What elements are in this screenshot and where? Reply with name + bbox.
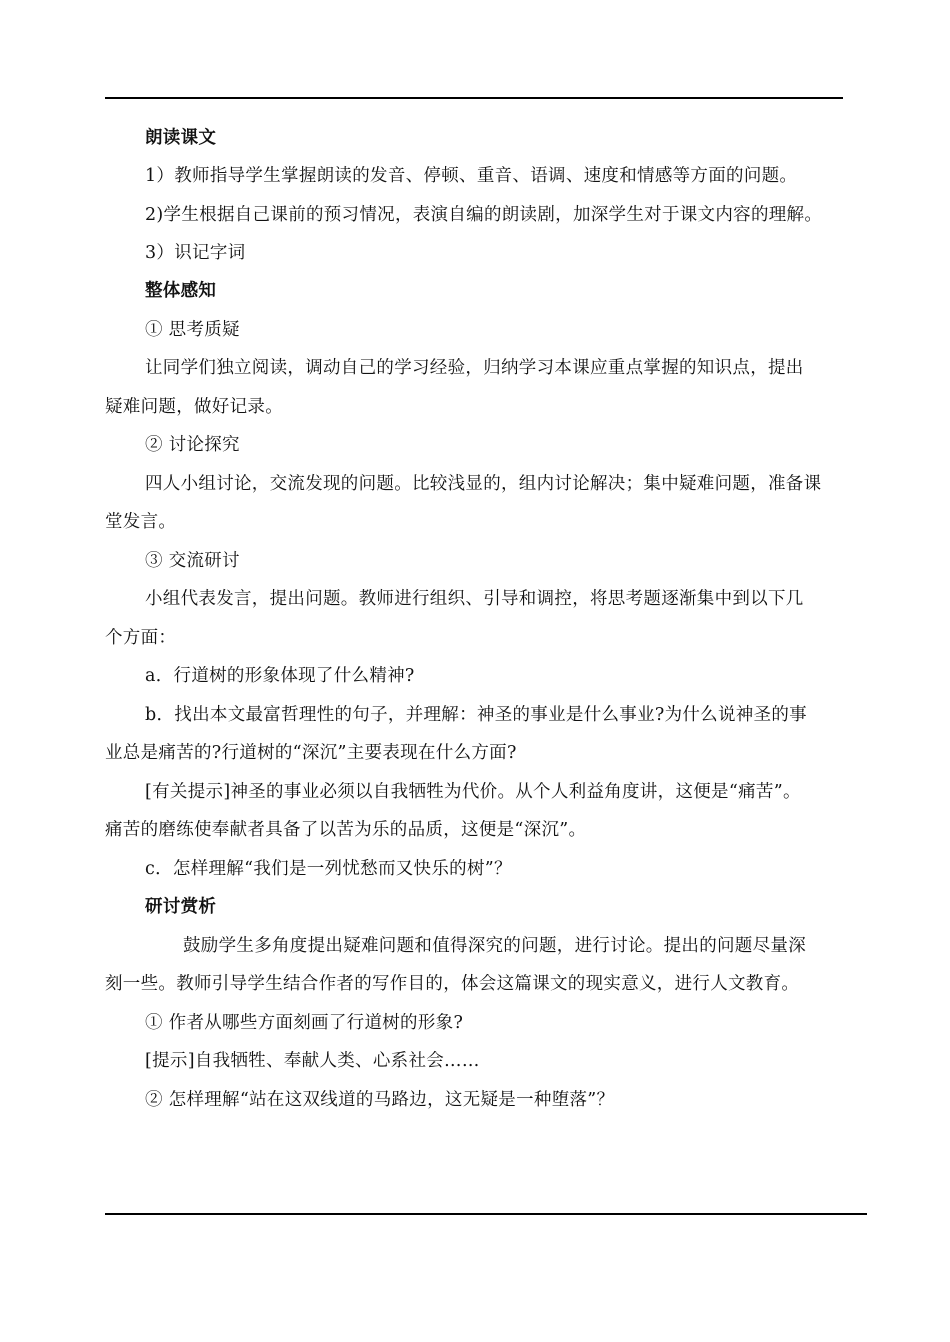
footer-rule — [105, 1213, 867, 1215]
paragraph-line: 刻一些。教师引导学生结合作者的写作目的，体会这篇课文的现实意义，进行人文教育。 — [105, 974, 800, 994]
question-line: c．怎样理解“我们是一列忧愁而又快乐的树”？ — [145, 859, 512, 879]
paragraph-line: 2)学生根据自己课前的预习情况，表演自编的朗读剧，加深学生对于课文内容的理解。 — [145, 205, 823, 225]
paragraph-line: 让同学们独立阅读，调动自己的学习经验，归纳学习本课应重点掌握的知识点，提出 — [145, 358, 804, 378]
paragraph-line: 四人小组讨论，交流发现的问题。比较浅显的，组内讨论解决；集中疑难问题，准备课 — [145, 474, 822, 494]
paragraph-line: 小组代表发言，提出问题。教师进行组织、引导和调控，将思考题逐渐集中到以下几 — [145, 589, 804, 609]
question-line: ① 作者从哪些方面刻画了行道树的形象? — [145, 1013, 464, 1033]
question-line: b．找出本文最富哲理性的句子，并理解：神圣的事业是什么事业?为什么说神圣的事 — [145, 705, 807, 725]
list-item-label: ② 讨论探究 — [145, 435, 240, 455]
heading-read-aloud: 朗读课文 — [145, 128, 217, 148]
question-line: 业总是痛苦的?行道树的“深沉”主要表现在什么方面? — [105, 743, 517, 763]
paragraph-line: 1）教师指导学生掌握朗读的发音、停顿、重音、语调、速度和情感等方面的问题。 — [145, 166, 798, 186]
question-line: ② 怎样理解“站在这双线道的马路边，这无疑是一种堕落”？ — [145, 1090, 615, 1110]
heading-discussion: 研讨赏析 — [145, 897, 217, 917]
hint-line: 痛苦的磨练使奉献者具备了以苦为乐的品质，这便是“深沉”。 — [105, 820, 587, 840]
hint-line: [有关提示]神圣的事业必须以自我牺牲为代价。从个人利益角度讲，这便是“痛苦”。 — [145, 782, 801, 802]
paragraph-line: 疑难问题，做好记录。 — [105, 397, 283, 417]
paragraph-line: 鼓励学生多角度提出疑难问题和值得深究的问题，进行讨论。提出的问题尽量深 — [183, 936, 806, 956]
hint-line: [提示]自我牺牲、奉献人类、心系社会…… — [145, 1051, 480, 1071]
list-item-label: ① 思考质疑 — [145, 320, 240, 340]
paragraph-line: 3）识记字词 — [145, 243, 246, 263]
list-item-label: ③ 交流研讨 — [145, 551, 240, 571]
paragraph-line: 堂发言。 — [105, 512, 177, 532]
heading-overall-perception: 整体感知 — [145, 281, 217, 301]
question-line: a．行道树的形象体现了什么精神? — [145, 666, 415, 686]
paragraph-line: 个方面： — [105, 628, 177, 648]
header-rule — [105, 97, 843, 99]
